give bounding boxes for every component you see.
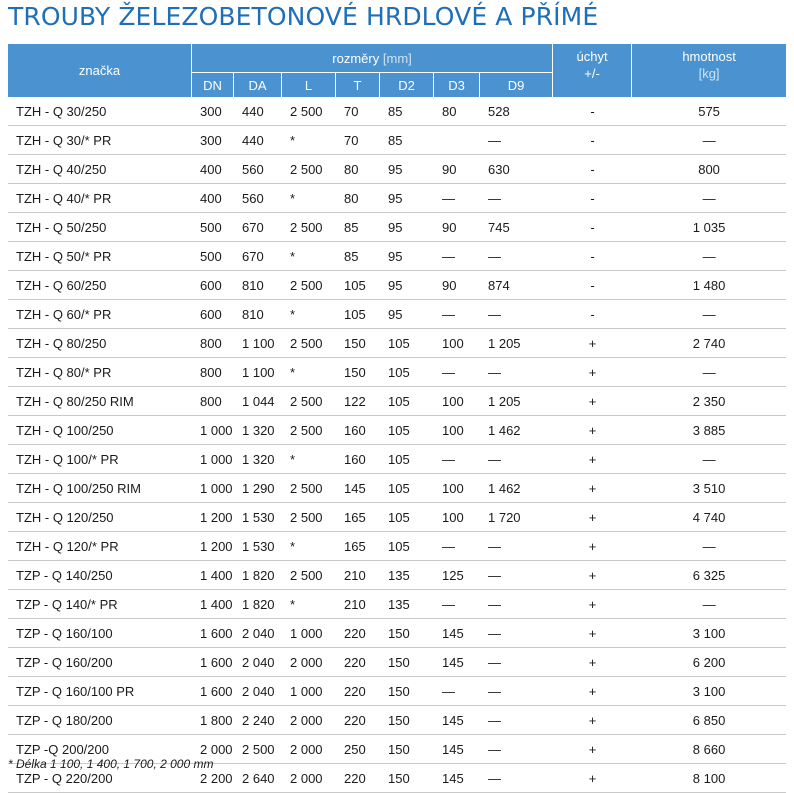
cell-t: 80: [336, 184, 380, 213]
header-dim-l: L: [282, 72, 336, 97]
cell-l: 1 000: [282, 619, 336, 648]
cell-name: TZP - Q 160/200: [8, 648, 192, 677]
table-body: [8, 97, 786, 793]
table-row: [8, 503, 786, 532]
cell-hmotnost: 8 660: [632, 735, 786, 764]
cell-da: 2 040: [234, 677, 282, 706]
cell-l: *: [282, 532, 336, 561]
cell-name: TZP - Q 140/250: [8, 561, 192, 590]
cell-uchyt: +: [553, 677, 632, 706]
cell-dn: 2 000: [192, 735, 234, 764]
cell-da: 1 100: [234, 358, 282, 387]
cell-da: 810: [234, 300, 282, 329]
cell-d9: 1 205: [480, 329, 553, 358]
cell-hmotnost: —: [632, 590, 786, 619]
cell-dn: 800: [192, 329, 234, 358]
cell-d3: 125: [434, 561, 480, 590]
cell-d9: —: [480, 358, 553, 387]
cell-l: *: [282, 445, 336, 474]
cell-dn: 1 200: [192, 503, 234, 532]
header-rozmery: [192, 44, 553, 72]
spec-table: [8, 44, 786, 793]
cell-name: TZH - Q 120/* PR: [8, 532, 192, 561]
cell-t: 250: [336, 735, 380, 764]
cell-d2: 150: [380, 619, 434, 648]
cell-dn: 2 200: [192, 764, 234, 793]
cell-d2: 150: [380, 735, 434, 764]
cell-name: TZH - Q 100/250 RIM: [8, 474, 192, 503]
cell-name: TZP - Q 160/100 PR: [8, 677, 192, 706]
cell-d2: 105: [380, 474, 434, 503]
cell-name: TZH - Q 30/250: [8, 97, 192, 126]
cell-hmotnost: —: [632, 184, 786, 213]
header-hmotnost-label: hmotnost: [682, 49, 736, 64]
page-title: TROUBY ŽELEZOBETONOVÉ HRDLOVÉ A PŘÍMÉ: [8, 2, 599, 31]
cell-l: 2 500: [282, 387, 336, 416]
cell-d9: —: [480, 242, 553, 271]
cell-t: 220: [336, 677, 380, 706]
header-dim-da: DA: [234, 72, 282, 97]
cell-l: 2 500: [282, 416, 336, 445]
cell-hmotnost: —: [632, 445, 786, 474]
cell-name: TZP - Q 180/200: [8, 706, 192, 735]
cell-d3: 145: [434, 648, 480, 677]
cell-hmotnost: 800: [632, 155, 786, 184]
cell-dn: 500: [192, 213, 234, 242]
cell-l: *: [282, 358, 336, 387]
cell-dn: 500: [192, 242, 234, 271]
cell-t: 70: [336, 126, 380, 155]
cell-l: 2 500: [282, 329, 336, 358]
cell-l: 2 000: [282, 735, 336, 764]
cell-d9: 1 720: [480, 503, 553, 532]
cell-uchyt: +: [553, 619, 632, 648]
table-row: [8, 329, 786, 358]
cell-hmotnost: 3 100: [632, 677, 786, 706]
cell-t: 220: [336, 619, 380, 648]
cell-hmotnost: 4 740: [632, 503, 786, 532]
cell-t: 150: [336, 329, 380, 358]
table-row: [8, 561, 786, 590]
header-dim-d2: D2: [380, 72, 434, 97]
cell-dn: 300: [192, 97, 234, 126]
cell-d3: 100: [434, 387, 480, 416]
cell-uchyt: -: [553, 97, 632, 126]
cell-uchyt: -: [553, 271, 632, 300]
cell-d9: —: [480, 532, 553, 561]
cell-d2: 105: [380, 503, 434, 532]
cell-hmotnost: —: [632, 358, 786, 387]
table-row: [8, 416, 786, 445]
cell-dn: 400: [192, 184, 234, 213]
table-row: [8, 387, 786, 416]
cell-l: 2 500: [282, 271, 336, 300]
cell-hmotnost: 6 850: [632, 706, 786, 735]
table-row: [8, 97, 786, 126]
table-row: [8, 532, 786, 561]
cell-d2: 105: [380, 358, 434, 387]
cell-da: 2 040: [234, 648, 282, 677]
cell-name: TZH - Q 60/* PR: [8, 300, 192, 329]
table-row: [8, 184, 786, 213]
cell-da: 1 820: [234, 561, 282, 590]
cell-da: 1 320: [234, 416, 282, 445]
cell-t: 160: [336, 445, 380, 474]
header-dim-dn: DN: [192, 72, 234, 97]
cell-d2: 150: [380, 648, 434, 677]
cell-l: 2 000: [282, 764, 336, 793]
footnote: * Délka 1 100, 1 400, 1 700, 2 000 mm: [8, 757, 214, 771]
cell-d9: —: [480, 184, 553, 213]
cell-d3: 100: [434, 503, 480, 532]
cell-d9: —: [480, 590, 553, 619]
cell-uchyt: +: [553, 416, 632, 445]
cell-uchyt: +: [553, 706, 632, 735]
cell-da: 560: [234, 184, 282, 213]
cell-d3: —: [434, 358, 480, 387]
cell-d2: 105: [380, 387, 434, 416]
cell-da: 810: [234, 271, 282, 300]
cell-name: TZH - Q 100/* PR: [8, 445, 192, 474]
cell-d2: 105: [380, 329, 434, 358]
cell-d3: —: [434, 184, 480, 213]
cell-dn: 1 600: [192, 619, 234, 648]
cell-uchyt: +: [553, 590, 632, 619]
cell-l: *: [282, 300, 336, 329]
cell-l: *: [282, 184, 336, 213]
cell-uchyt: -: [553, 242, 632, 271]
header-dim-d3: D3: [434, 72, 480, 97]
cell-uchyt: -: [553, 126, 632, 155]
cell-name: TZH - Q 80/250 RIM: [8, 387, 192, 416]
cell-uchyt: -: [553, 213, 632, 242]
cell-name: TZP - Q 140/* PR: [8, 590, 192, 619]
cell-d9: —: [480, 648, 553, 677]
cell-d9: —: [480, 619, 553, 648]
cell-da: 1 320: [234, 445, 282, 474]
cell-dn: 1 600: [192, 677, 234, 706]
cell-da: 1 100: [234, 329, 282, 358]
cell-t: 80: [336, 155, 380, 184]
cell-uchyt: -: [553, 300, 632, 329]
cell-uchyt: -: [553, 184, 632, 213]
cell-d2: 105: [380, 445, 434, 474]
table-row: [8, 213, 786, 242]
cell-t: 105: [336, 271, 380, 300]
cell-d2: 95: [380, 271, 434, 300]
table-row: [8, 619, 786, 648]
cell-d3: —: [434, 445, 480, 474]
cell-da: 1 530: [234, 532, 282, 561]
cell-hmotnost: 3 100: [632, 619, 786, 648]
header-hmotnost: [632, 44, 786, 97]
cell-uchyt: +: [553, 474, 632, 503]
table-row: [8, 677, 786, 706]
cell-d9: —: [480, 735, 553, 764]
cell-d3: 100: [434, 329, 480, 358]
cell-dn: 1 400: [192, 590, 234, 619]
cell-d2: 95: [380, 155, 434, 184]
cell-d2: 95: [380, 300, 434, 329]
cell-name: TZH - Q 40/250: [8, 155, 192, 184]
cell-t: 160: [336, 416, 380, 445]
table-row: [8, 445, 786, 474]
cell-hmotnost: —: [632, 242, 786, 271]
cell-d2: 135: [380, 590, 434, 619]
cell-hmotnost: 1 480: [632, 271, 786, 300]
cell-hmotnost: —: [632, 532, 786, 561]
cell-d3: 100: [434, 474, 480, 503]
cell-da: 1 290: [234, 474, 282, 503]
cell-d3: 90: [434, 155, 480, 184]
cell-dn: 800: [192, 358, 234, 387]
cell-uchyt: -: [553, 155, 632, 184]
table-row: [8, 126, 786, 155]
cell-d9: 1 462: [480, 416, 553, 445]
table-row: [8, 474, 786, 503]
cell-da: 670: [234, 213, 282, 242]
cell-t: 70: [336, 97, 380, 126]
cell-t: 210: [336, 561, 380, 590]
cell-d3: —: [434, 242, 480, 271]
cell-dn: 1 200: [192, 532, 234, 561]
cell-uchyt: +: [553, 532, 632, 561]
cell-dn: 1 800: [192, 706, 234, 735]
cell-d9: —: [480, 300, 553, 329]
cell-t: 220: [336, 706, 380, 735]
cell-uchyt: +: [553, 764, 632, 793]
cell-dn: 400: [192, 155, 234, 184]
cell-d2: 95: [380, 242, 434, 271]
header-rozmery-unit: [mm]: [382, 50, 412, 66]
cell-d2: 150: [380, 677, 434, 706]
table-row: [8, 300, 786, 329]
cell-d2: 85: [380, 126, 434, 155]
cell-da: 2 640: [234, 764, 282, 793]
table-header: [8, 44, 786, 97]
table-row: [8, 590, 786, 619]
cell-dn: 1 000: [192, 416, 234, 445]
cell-da: 1 820: [234, 590, 282, 619]
cell-dn: 1 400: [192, 561, 234, 590]
cell-hmotnost: —: [632, 300, 786, 329]
cell-name: TZH - Q 80/250: [8, 329, 192, 358]
cell-t: 220: [336, 764, 380, 793]
cell-d9: 1 462: [480, 474, 553, 503]
cell-name: TZH - Q 50/* PR: [8, 242, 192, 271]
cell-d3: 145: [434, 735, 480, 764]
cell-da: 1 044: [234, 387, 282, 416]
header-uchyt-label: úchyt: [576, 49, 608, 64]
cell-d3: —: [434, 300, 480, 329]
cell-d3: [434, 126, 480, 155]
table-row: [8, 358, 786, 387]
cell-t: 150: [336, 358, 380, 387]
cell-hmotnost: —: [632, 126, 786, 155]
cell-d3: —: [434, 532, 480, 561]
cell-name: TZH - Q 30/* PR: [8, 126, 192, 155]
cell-name: TZH - Q 60/250: [8, 271, 192, 300]
cell-d2: 105: [380, 416, 434, 445]
cell-l: 2 500: [282, 97, 336, 126]
cell-uchyt: +: [553, 561, 632, 590]
cell-dn: 800: [192, 387, 234, 416]
cell-l: 2 500: [282, 213, 336, 242]
cell-t: 220: [336, 648, 380, 677]
cell-l: 2 000: [282, 648, 336, 677]
cell-name: TZH - Q 50/250: [8, 213, 192, 242]
cell-name: TZH - Q 100/250: [8, 416, 192, 445]
cell-da: 440: [234, 97, 282, 126]
cell-uchyt: +: [553, 387, 632, 416]
cell-d3: 80: [434, 97, 480, 126]
header-rozmery-label: rozměry: [332, 50, 380, 66]
header-dim-t: T: [336, 72, 380, 97]
cell-l: *: [282, 126, 336, 155]
cell-d3: —: [434, 677, 480, 706]
cell-l: 2 500: [282, 561, 336, 590]
cell-name: TZP - Q 160/100: [8, 619, 192, 648]
table-row: [8, 648, 786, 677]
cell-name: TZH - Q 120/250: [8, 503, 192, 532]
cell-d2: 95: [380, 213, 434, 242]
cell-t: 105: [336, 300, 380, 329]
cell-uchyt: +: [553, 503, 632, 532]
cell-name: TZH - Q 80/* PR: [8, 358, 192, 387]
cell-da: 440: [234, 126, 282, 155]
cell-da: 2 500: [234, 735, 282, 764]
cell-da: 2 240: [234, 706, 282, 735]
cell-l: 2 500: [282, 474, 336, 503]
cell-d9: 1 205: [480, 387, 553, 416]
cell-hmotnost: 1 035: [632, 213, 786, 242]
cell-dn: 600: [192, 300, 234, 329]
cell-dn: 1 000: [192, 474, 234, 503]
cell-hmotnost: 2 350: [632, 387, 786, 416]
cell-d3: 145: [434, 706, 480, 735]
cell-name: TZH - Q 40/* PR: [8, 184, 192, 213]
cell-d9: —: [480, 561, 553, 590]
cell-da: 1 530: [234, 503, 282, 532]
cell-uchyt: +: [553, 358, 632, 387]
cell-d2: 150: [380, 706, 434, 735]
cell-hmotnost: 6 200: [632, 648, 786, 677]
cell-d2: 150: [380, 764, 434, 793]
cell-uchyt: +: [553, 648, 632, 677]
cell-dn: 1 600: [192, 648, 234, 677]
cell-d3: 145: [434, 619, 480, 648]
cell-t: 122: [336, 387, 380, 416]
cell-t: 210: [336, 590, 380, 619]
cell-hmotnost: 2 740: [632, 329, 786, 358]
cell-t: 85: [336, 213, 380, 242]
cell-dn: 1 000: [192, 445, 234, 474]
cell-t: 145: [336, 474, 380, 503]
header-uchyt: [553, 44, 632, 97]
cell-d2: 105: [380, 532, 434, 561]
cell-d3: 100: [434, 416, 480, 445]
cell-uchyt: +: [553, 329, 632, 358]
cell-d2: 85: [380, 97, 434, 126]
cell-name: TZP - Q 220/200: [8, 764, 192, 793]
cell-l: *: [282, 590, 336, 619]
header-znacka: značka: [8, 44, 192, 97]
header-hmotnost-unit: [kg]: [698, 66, 720, 81]
cell-t: 165: [336, 532, 380, 561]
table-row: [8, 706, 786, 735]
cell-d9: 630: [480, 155, 553, 184]
cell-l: *: [282, 242, 336, 271]
table-row: [8, 155, 786, 184]
cell-d3: 145: [434, 764, 480, 793]
cell-d9: —: [480, 764, 553, 793]
cell-d9: 528: [480, 97, 553, 126]
cell-da: 670: [234, 242, 282, 271]
cell-d9: —: [480, 677, 553, 706]
cell-t: 85: [336, 242, 380, 271]
header-uchyt-sub: +/-: [584, 66, 600, 81]
cell-d9: —: [480, 126, 553, 155]
cell-l: 2 500: [282, 155, 336, 184]
cell-d9: —: [480, 445, 553, 474]
cell-d3: 90: [434, 271, 480, 300]
cell-hmotnost: 3 885: [632, 416, 786, 445]
cell-d3: —: [434, 590, 480, 619]
cell-d3: 90: [434, 213, 480, 242]
cell-hmotnost: 8 100: [632, 764, 786, 793]
cell-dn: 300: [192, 126, 234, 155]
cell-l: 2 000: [282, 706, 336, 735]
header-dim-d9: D9: [480, 72, 553, 97]
table-row: [8, 271, 786, 300]
cell-d9: 874: [480, 271, 553, 300]
cell-hmotnost: 575: [632, 97, 786, 126]
table-row: [8, 242, 786, 271]
cell-uchyt: +: [553, 445, 632, 474]
cell-hmotnost: 3 510: [632, 474, 786, 503]
cell-uchyt: +: [553, 735, 632, 764]
cell-da: 2 040: [234, 619, 282, 648]
cell-hmotnost: 6 325: [632, 561, 786, 590]
cell-name: TZP -Q 200/200: [8, 735, 192, 764]
cell-da: 560: [234, 155, 282, 184]
cell-l: 1 000: [282, 677, 336, 706]
cell-t: 165: [336, 503, 380, 532]
cell-l: 2 500: [282, 503, 336, 532]
cell-d9: 745: [480, 213, 553, 242]
cell-d2: 95: [380, 184, 434, 213]
cell-d9: —: [480, 706, 553, 735]
cell-dn: 600: [192, 271, 234, 300]
cell-d2: 135: [380, 561, 434, 590]
